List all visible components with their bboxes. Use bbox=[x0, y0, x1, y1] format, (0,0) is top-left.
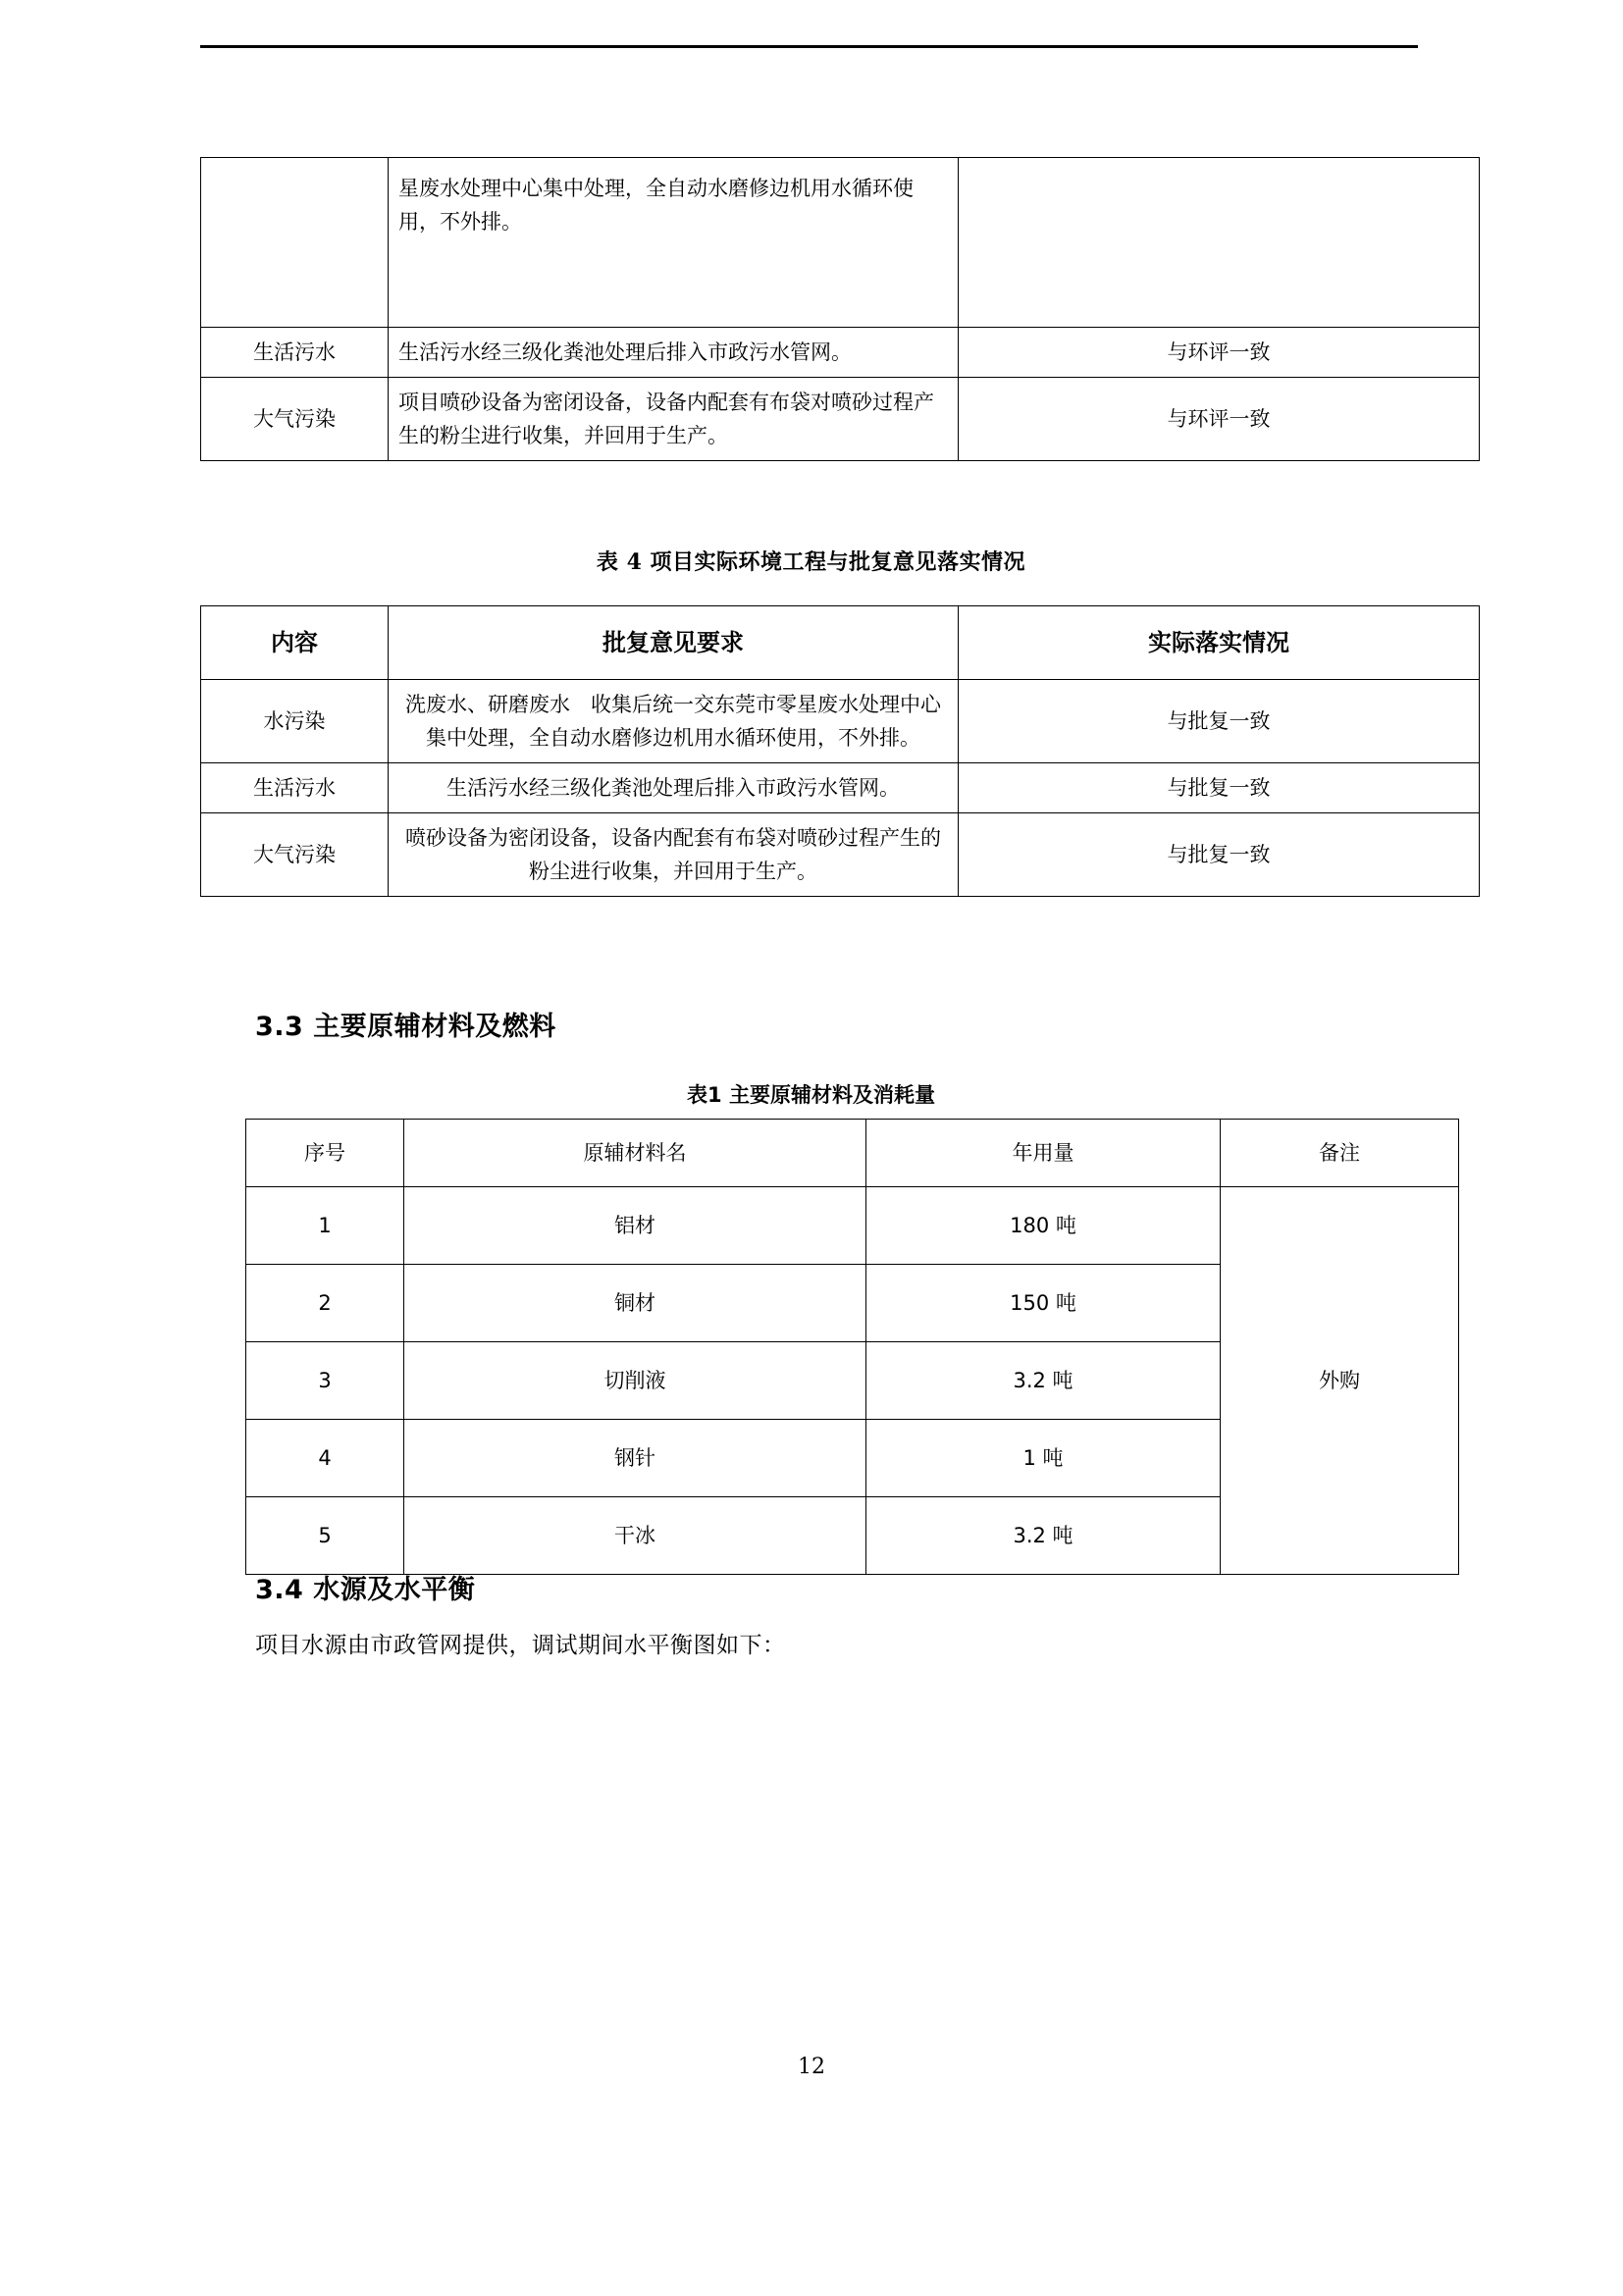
cell-label bbox=[201, 158, 389, 328]
cell-annual-usage: 3.2 吨 bbox=[866, 1497, 1221, 1575]
cell-annual-usage: 1 吨 bbox=[866, 1420, 1221, 1497]
table-row bbox=[201, 680, 1480, 763]
table-row bbox=[246, 1187, 1459, 1265]
header-index: 序号 bbox=[246, 1120, 404, 1187]
cell-result: 与批复一致 bbox=[959, 813, 1480, 897]
cell-material-name: 干冰 bbox=[404, 1497, 866, 1575]
table-row bbox=[201, 378, 1480, 461]
cell-label: 大气污染 bbox=[201, 813, 389, 897]
table-1-materials bbox=[245, 1119, 1459, 1575]
cell-description: 喷砂设备为密闭设备，设备内配套有布袋对喷砂过程产生的粉尘进行收集，并回用于生产。 bbox=[389, 813, 959, 897]
table-row bbox=[201, 328, 1480, 378]
header-annual-usage: 年用量 bbox=[866, 1120, 1221, 1187]
section-3-4-paragraph: 项目水源由市政管网提供，调试期间水平衡图如下： bbox=[255, 1633, 786, 1658]
table-4-caption: 表 4 项目实际环境工程与批复意见落实情况 bbox=[596, 549, 1026, 575]
table-row bbox=[201, 763, 1480, 813]
cell-description: 星废水处理中心集中处理，全自动水磨修边机用水循环使用，不外排。 bbox=[389, 158, 959, 328]
table-row bbox=[201, 813, 1480, 897]
cell-description: 洗废水、研磨废水 收集后统一交东莞市零星废水处理中心集中处理，全自动水磨修边机用水循环使用，不外排。 bbox=[389, 680, 959, 763]
cell-material-name: 切削液 bbox=[404, 1342, 866, 1420]
header-material-name: 原辅材料名 bbox=[404, 1120, 866, 1187]
page-number: 12 bbox=[798, 2055, 825, 2079]
cell-description: 生活污水经三级化粪池处理后排入市政污水管网。 bbox=[389, 328, 959, 378]
cell-annual-usage: 150 吨 bbox=[866, 1265, 1221, 1342]
cell-result: 与批复一致 bbox=[959, 763, 1480, 813]
cell-material-name: 铜材 bbox=[404, 1265, 866, 1342]
header-requirement: 批复意见要求 bbox=[389, 606, 959, 680]
table-header-row bbox=[201, 606, 1480, 680]
header-remark: 备注 bbox=[1221, 1120, 1459, 1187]
cell-result: 与环评一致 bbox=[959, 328, 1480, 378]
cell-label: 生活污水 bbox=[201, 328, 389, 378]
header-content: 内容 bbox=[201, 606, 389, 680]
cell-index: 4 bbox=[246, 1420, 404, 1497]
cell-index: 2 bbox=[246, 1265, 404, 1342]
table-header-row bbox=[246, 1120, 1459, 1187]
cell-material-name: 铝材 bbox=[404, 1187, 866, 1265]
table-1-caption: 表1 主要原辅材料及消耗量 bbox=[687, 1083, 935, 1107]
cell-description: 项目喷砂设备为密闭设备，设备内配套有布袋对喷砂过程产生的粉尘进行收集，并回用于生产。 bbox=[389, 378, 959, 461]
cell-result: 与环评一致 bbox=[959, 378, 1480, 461]
section-heading-3-4: 3.4 水源及水平衡 bbox=[255, 1575, 476, 1605]
cell-label: 生活污水 bbox=[201, 763, 389, 813]
cell-description: 生活污水经三级化粪池处理后排入市政污水管网。 bbox=[389, 763, 959, 813]
cell-annual-usage: 3.2 吨 bbox=[866, 1342, 1221, 1420]
cell-result bbox=[959, 158, 1480, 328]
cell-label: 水污染 bbox=[201, 680, 389, 763]
cell-remark: 外购 bbox=[1221, 1187, 1459, 1575]
header-actual: 实际落实情况 bbox=[959, 606, 1480, 680]
cell-index: 3 bbox=[246, 1342, 404, 1420]
cell-material-name: 钢针 bbox=[404, 1420, 866, 1497]
cell-result: 与批复一致 bbox=[959, 680, 1480, 763]
table-4 bbox=[200, 605, 1480, 897]
cell-index: 1 bbox=[246, 1187, 404, 1265]
cell-label: 大气污染 bbox=[201, 378, 389, 461]
header-rule bbox=[200, 45, 1418, 48]
table-row bbox=[201, 158, 1480, 328]
cell-annual-usage: 180 吨 bbox=[866, 1187, 1221, 1265]
table-continued bbox=[200, 157, 1480, 461]
section-heading-3-3: 3.3 主要原辅材料及燃料 bbox=[255, 1012, 556, 1042]
cell-index: 5 bbox=[246, 1497, 404, 1575]
